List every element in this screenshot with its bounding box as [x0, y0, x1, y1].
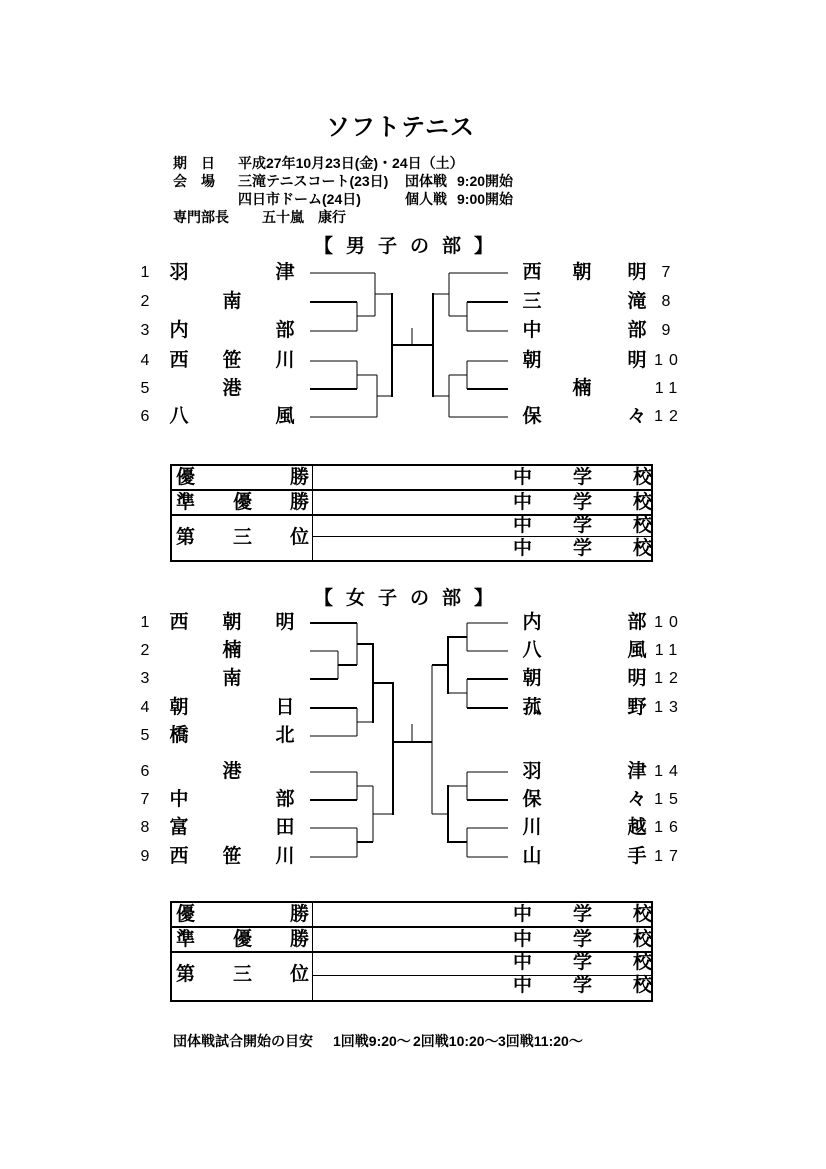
entry-name-char: 菰 — [522, 697, 542, 718]
entry-name-char: 越 — [627, 817, 647, 838]
entry-name-char: 部 — [275, 320, 295, 341]
entry-name-char: 々 — [627, 789, 647, 810]
entry-number: 4 — [140, 699, 150, 716]
school-suffix: 中学校 — [513, 515, 694, 536]
entry-name-char: 中 — [169, 789, 189, 810]
info-line-director — [0, 208, 826, 226]
entry-name-char: 川 — [275, 350, 295, 371]
entry-name-char: 部 — [275, 789, 295, 810]
bracket-entry — [0, 696, 826, 720]
entry-name-char: 西 — [522, 262, 542, 283]
entry-name-char: 明 — [627, 350, 647, 371]
bracket-entry — [0, 319, 826, 343]
entry-number: 16 — [654, 819, 684, 836]
entry-name-char: 橋 — [169, 725, 189, 746]
entry-number: 5 — [140, 727, 150, 744]
entry-name-char: 津 — [627, 761, 647, 782]
entry-name-char: 部 — [627, 320, 647, 341]
entry-name-char: 田 — [275, 817, 295, 838]
bracket-entry — [0, 349, 826, 373]
entry-name-char: 々 — [627, 406, 647, 427]
info-value: 平成27年10月23日(金)・24日（土） — [238, 155, 464, 171]
info-value: 三滝テニスコート(23日) — [238, 173, 389, 189]
bracket-entry — [0, 377, 826, 401]
info-note: 団体戦 — [405, 173, 447, 189]
entry-number: 15 — [654, 791, 684, 808]
entry-name-char: 北 — [275, 725, 295, 746]
footer-round-2: 2回戦10:20～ — [413, 1033, 499, 1049]
entry-number: 17 — [654, 848, 684, 865]
entry-number: 3 — [140, 670, 150, 687]
bracket-entry — [0, 611, 826, 635]
entry-name-char: 楠 — [222, 640, 242, 661]
entry-number: 14 — [654, 763, 684, 780]
entry-name-char: 中 — [522, 320, 542, 341]
entry-name-char: 富 — [169, 817, 189, 838]
entry-number: 10 — [654, 352, 684, 369]
info-line-venue1 — [0, 172, 826, 190]
entry-name-char: 西 — [169, 350, 189, 371]
entry-name-char: 西 — [169, 846, 189, 867]
entry-number: 12 — [654, 670, 684, 687]
footer-label: 団体戦試合開始の目安 — [173, 1033, 313, 1049]
entry-name-char: 川 — [522, 817, 542, 838]
entry-name-char: 野 — [627, 697, 647, 718]
bracket-entry — [0, 261, 826, 285]
school-suffix: 中学校 — [513, 538, 694, 559]
bracket-entry — [0, 639, 826, 663]
entry-number: 7 — [140, 791, 150, 808]
entry-number: 2 — [140, 642, 150, 659]
entry-name-char: 手 — [627, 846, 647, 867]
entry-number: 1 — [140, 614, 150, 631]
entry-name-char: 朝 — [522, 668, 542, 689]
section-title-men: 【男子の部】 — [314, 236, 507, 257]
entry-name-char: 南 — [222, 291, 242, 312]
bracket-entry — [0, 290, 826, 314]
entry-name-char: 笹 — [222, 846, 242, 867]
footer-round-1: 1回戦9:20～ — [333, 1033, 411, 1049]
entry-number: 2 — [140, 293, 150, 310]
rank-label: 準優勝 — [176, 929, 348, 950]
info-label: 会 場 — [173, 173, 215, 189]
page-title: ソフトテニス — [326, 114, 476, 141]
info-label: 専門部長 — [173, 209, 229, 225]
entry-number: 11 — [654, 642, 684, 659]
entry-number: 1 — [140, 264, 150, 281]
rank-label: 準優勝 — [176, 492, 348, 513]
school-suffix: 中学校 — [513, 467, 694, 488]
entry-name-char: 八 — [522, 640, 542, 661]
bracket-entry — [0, 724, 826, 748]
entry-name-char: 内 — [169, 320, 189, 341]
info-label: 期 日 — [173, 155, 215, 171]
bracket-entry — [0, 788, 826, 812]
entry-number: 6 — [140, 763, 150, 780]
info-time: 9:20開始 — [457, 173, 514, 189]
entry-name-char: 朝 — [169, 697, 189, 718]
entry-name-char: 羽 — [522, 761, 542, 782]
entry-number: 9 — [140, 848, 150, 865]
entry-name-char: 明 — [627, 668, 647, 689]
bracket-entry — [0, 816, 826, 840]
school-suffix: 中学校 — [513, 952, 694, 973]
entry-number: 13 — [654, 699, 684, 716]
bracket-entry — [0, 760, 826, 784]
info-value: 四日市ドーム(24日) — [238, 191, 361, 207]
entry-number: 3 — [140, 322, 150, 339]
entry-name-char: 朝 — [222, 612, 242, 633]
school-suffix: 中学校 — [513, 492, 694, 513]
entry-number: 7 — [661, 264, 677, 281]
info-line-date — [0, 154, 826, 172]
footer-round-3: 3回戦11:20～ — [498, 1033, 583, 1049]
entry-name-char: 笹 — [222, 350, 242, 371]
entry-name-char: 三 — [522, 291, 542, 312]
entry-name-char: 日 — [275, 697, 295, 718]
entry-name-char: 西 — [169, 612, 189, 633]
entry-number: 6 — [140, 408, 150, 425]
entry-number: 11 — [654, 380, 684, 397]
entry-name-char: 保 — [522, 789, 542, 810]
entry-name-char: 明 — [275, 612, 295, 633]
entry-name-char: 滝 — [627, 291, 647, 312]
entry-name-char: 風 — [627, 640, 647, 661]
entry-number: 4 — [140, 352, 150, 369]
entry-name-char: 川 — [275, 846, 295, 867]
entry-name-char: 保 — [522, 406, 542, 427]
entry-number: 5 — [140, 380, 150, 397]
entry-number: 12 — [654, 408, 684, 425]
entry-number: 10 — [654, 614, 684, 631]
entry-name-char: 南 — [222, 668, 242, 689]
school-suffix: 中学校 — [513, 904, 694, 925]
school-suffix: 中学校 — [513, 975, 694, 996]
section-title-women: 【女子の部】 — [314, 588, 507, 609]
entry-name-char: 風 — [275, 406, 295, 427]
entry-name-char: 朝 — [522, 350, 542, 371]
info-line-venue2 — [0, 190, 826, 208]
footer-note — [0, 1032, 826, 1050]
info-note: 個人戦 — [405, 191, 447, 207]
bracket-entry — [0, 845, 826, 869]
info-time: 9:00開始 — [457, 191, 514, 207]
men-results-table — [170, 464, 694, 562]
rank-label: 優勝 — [176, 467, 405, 488]
entry-name-char: 港 — [222, 761, 242, 782]
women-results-table — [170, 901, 694, 1002]
entry-number: 9 — [661, 322, 677, 339]
entry-name-char: 羽 — [169, 262, 189, 283]
entry-name-char: 内 — [522, 612, 542, 633]
bracket-entry — [0, 667, 826, 691]
rank-label: 第三位 — [176, 527, 348, 548]
entry-name-char: 朝 — [572, 262, 592, 283]
entry-number: 8 — [661, 293, 677, 310]
entry-name-char: 港 — [222, 378, 242, 399]
entry-name-char: 楠 — [572, 378, 592, 399]
entry-name-char: 津 — [275, 262, 295, 283]
entry-name-char: 部 — [627, 612, 647, 633]
entry-name-char: 明 — [627, 262, 647, 283]
entry-number: 8 — [140, 819, 150, 836]
entry-name-char: 山 — [522, 846, 542, 867]
rank-label: 第三位 — [176, 964, 348, 985]
rank-label: 優勝 — [176, 904, 405, 925]
school-suffix: 中学校 — [513, 929, 694, 950]
entry-name-char: 八 — [169, 406, 189, 427]
info-value: 五十嵐 康行 — [262, 209, 346, 225]
bracket-entry — [0, 405, 826, 429]
